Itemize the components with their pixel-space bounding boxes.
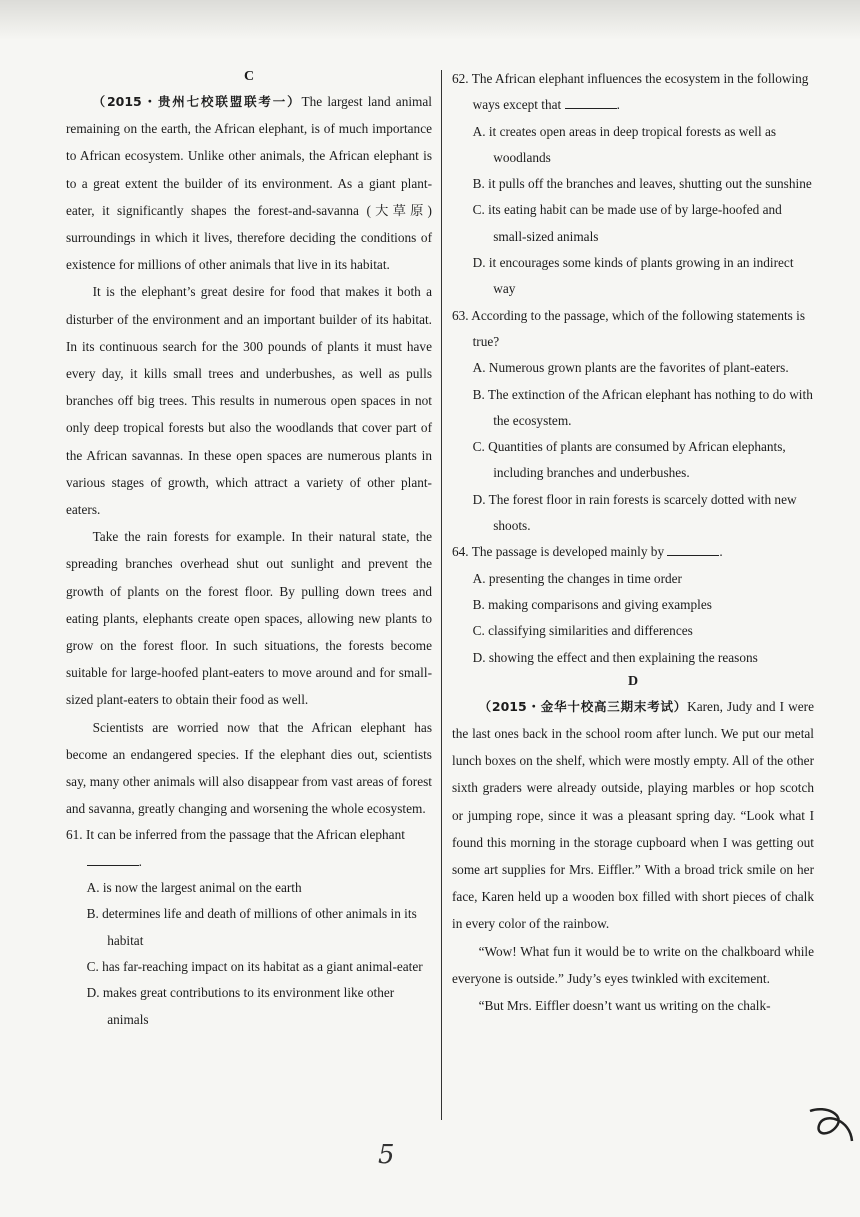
q62-option-d: D. it encourages some kinds of plants growing in an indirect way: [472, 255, 794, 297]
q61-option-a: A. is now the largest animal on the earth: [86, 880, 302, 896]
passage-d-paragraph-1: （2015・金华十校高三期末考试）Karen, Judy and I were the last ones back in the school room after lunch. We put our metal lunch boxes on the shelf, which were mostly empty. All of the other sixth graders were already outside, playing marbles or hop scotch or jumping rope, since it was a pleasant spring day. “Look what I found this morning in the storage cupboard when I was getting out some art supplies for Mrs. Eiffler.” With a broad trick smile on her face, Karen held up a wooden box filled with short pieces of chalk in every color of the rainbow.: [452, 698, 814, 932]
q61-option-c: C. has far-reaching impact on its habitat as a giant animal-eater: [86, 958, 423, 974]
source-tag: （2015・贵州七校联盟联考一）: [92, 94, 302, 109]
q62-option-a: A. it creates open areas in deep tropical forests as well as woodlands: [472, 123, 777, 165]
q63-option-b: B. The extinction of the African elephant has nothing to do with the ecosystem.: [472, 386, 813, 428]
q64-option-b: B. making comparisons and giving examples: [472, 596, 712, 612]
q61-option-b: B. determines life and death of millions of other animals in its habitat: [86, 906, 417, 948]
column-divider: [441, 70, 442, 1120]
q63-option-a: A. Numerous grown plants are the favorites of plant-eaters.: [472, 360, 789, 376]
question-64: 64. The passage is developed mainly by .: [452, 544, 723, 560]
question-61: 61. It can be inferred from the passage that the African elephant .: [66, 827, 405, 869]
source-tag: （2015・金华十校高三期末考试）: [478, 698, 688, 714]
passage-c-paragraph-1: （2015・贵州七校联盟联考一）The largest land animal remaining on the earth, the African elephant, is of much importance to African ecosystem. Unlike other animals, the African elephant is to a great extent the builder of its environment. As a giant plant-eater, it significantly shapes the forest-and-savanna (大草原) surroundings in which it lives, therefore deciding the conditions of existence for millions of other animals that live in its habitat.: [66, 94, 432, 273]
left-column: [66, 66, 432, 1033]
section-d-title: D: [627, 673, 639, 689]
q63-option-d: D. The forest floor in rain forests is scarcely dotted with new shoots.: [472, 491, 797, 534]
answer-blank: [667, 543, 719, 556]
q63-option-c: C. Quantities of plants are consumed by African elephants, including branches and underbushes.: [472, 439, 786, 481]
q64-option-d: D. showing the effect and then explaining the reasons: [472, 649, 758, 665]
q62-option-c: C. its eating habit can be made use of by large-hoofed and small-sized animals: [472, 202, 782, 244]
page-number: 5: [378, 1140, 395, 1170]
q64-option-c: C. classifying similarities and differences: [472, 623, 693, 639]
section-c-title: C: [243, 69, 255, 84]
q61-option-d: D. makes great contributions to its environment like other animals: [86, 985, 395, 1027]
question-63: 63. According to the passage, which of the following statements is true?: [452, 307, 806, 349]
answer-blank: [565, 96, 617, 109]
answer-blank: [87, 853, 139, 866]
right-column: [452, 66, 814, 1019]
q62-option-b: B. it pulls off the branches and leaves, shutting out the sunshine: [472, 176, 812, 192]
q64-option-a: A. presenting the changes in time order: [472, 570, 682, 586]
passage-c-paragraph-3: Take the rain forests for example. In their natural state, the spreading branches overhead shut out sunlight and prevent the growth of plants on the forest floor. By pulling down trees and eating plants, elephants create open spaces, allowing new plants to grow on the forest floor. In such situations, the forests become suitable for large-hoofed plant-eaters to move around and for small-sized plant-eaters to obtain their food as well.: [66, 529, 432, 708]
passage-d-paragraph-2: “Wow! What fun it would be to write on the chalkboard while everyone is outside.” Judy’s eyes twinkled with excitement.: [452, 943, 814, 986]
passage-d-paragraph-3: “But Mrs. Eiffler doesn’t want us writing on the chalk-: [478, 998, 771, 1014]
passage-c-paragraph-2: It is the elephant’s great desire for food that makes it both a disturber of the environment and an important builder of its habitat. In its continuous search for the 300 pounds of plants it must have every day, it kills small trees and underbushes, as well as pulls branches off big trees. This results in numerous open spaces in not only deep tropical forests but also the woodlands that cover part of the African savannas. In these open spaces are numerous plants in various stages of growth, which attract a variety of other plant-eaters.: [66, 284, 432, 518]
pen-mark-icon: [806, 1105, 854, 1145]
passage-c-paragraph-4: Scientists are worried now that the African elephant has become an endangered species. If the elephant dies out, scientists say, many other animals will also disappear from vast areas of forest and savanna, greatly changing and worsening the whole ecosystem.: [66, 719, 432, 817]
question-62: 62. The African elephant influences the ecosystem in the following ways except that .: [452, 71, 809, 113]
scan-shadow: [0, 0, 860, 40]
